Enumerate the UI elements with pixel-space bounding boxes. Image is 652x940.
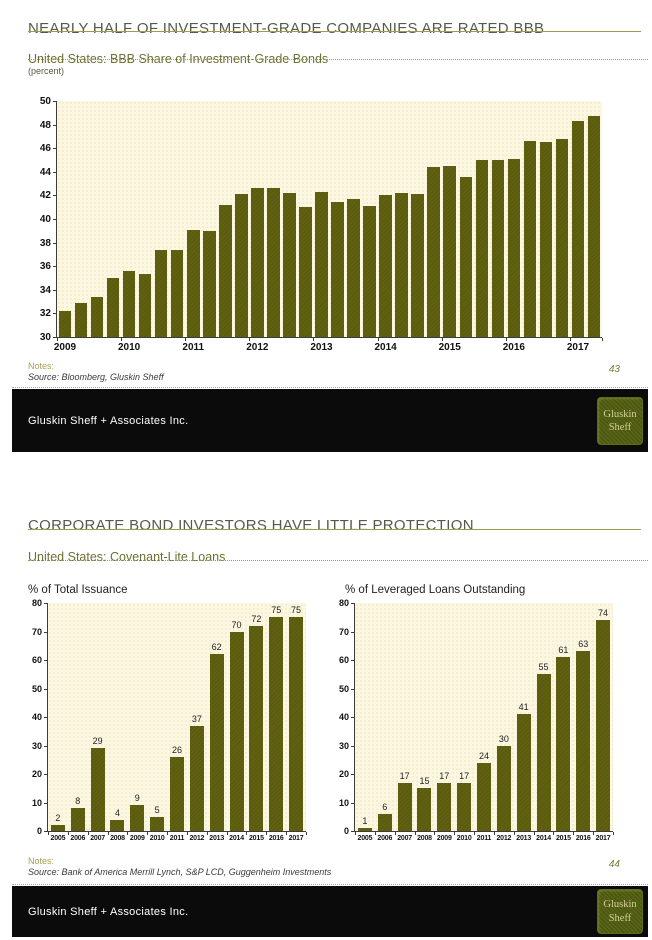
bar <box>378 814 392 831</box>
logo-line1: Gluskin <box>603 899 637 911</box>
bar <box>91 297 104 337</box>
slide1-footer-bar <box>12 389 648 452</box>
y-tick-mark <box>53 101 56 102</box>
y-tick-label: 50 <box>39 96 51 107</box>
y-tick-mark <box>351 746 354 747</box>
bar-value-label: 8 <box>75 796 81 807</box>
x-axis-label: 2013 <box>209 835 225 842</box>
bar-value-label: 17 <box>439 770 450 781</box>
y-tick-label: 60 <box>338 655 349 665</box>
bar <box>155 250 168 337</box>
bar <box>203 231 216 337</box>
slide1-source-text: Source: Bloomberg, Gluskin Sheff <box>28 372 164 382</box>
bar <box>427 167 440 337</box>
y-tick-label: 20 <box>31 769 42 779</box>
x-axis-label: 2011 <box>169 835 185 842</box>
bar <box>572 121 585 337</box>
bar-value-label: 74 <box>598 608 609 619</box>
x-tick-mark <box>494 832 495 835</box>
x-axis-label: 2009 <box>436 835 452 842</box>
x-axis-label: 2013 <box>310 342 333 353</box>
slide1-page-number: 43 <box>608 364 620 375</box>
slide2-subtitle-rule <box>28 560 648 561</box>
bar <box>395 193 408 337</box>
y-tick-label: 10 <box>338 797 349 808</box>
bar <box>517 714 531 831</box>
x-axis-label: 2006 <box>70 835 86 842</box>
bar-value-label: 2 <box>55 813 61 824</box>
bar-value-label: 61 <box>558 645 569 656</box>
x-tick-mark <box>395 832 396 835</box>
slide2-footer-separator <box>12 884 648 885</box>
y-axis-line <box>354 603 355 832</box>
slide2-company-name: Gluskin Sheff + Associates Inc. <box>28 905 189 918</box>
bar <box>269 617 283 831</box>
right-chart-title: % of Leveraged Loans Outstanding <box>345 584 526 596</box>
x-tick-mark <box>613 832 614 835</box>
y-tick-label: 40 <box>31 712 42 722</box>
y-tick-mark <box>53 313 56 314</box>
x-tick-mark <box>246 832 247 835</box>
bar-value-label: 17 <box>459 770 470 781</box>
y-tick-label: 32 <box>39 308 51 320</box>
bar <box>251 188 264 337</box>
x-tick-mark <box>249 338 250 341</box>
bar <box>75 303 88 337</box>
x-axis-label: 2007 <box>397 835 412 842</box>
y-tick-label: 20 <box>338 769 349 779</box>
y-tick-label: 30 <box>39 332 51 343</box>
bar-value-label: 1 <box>362 816 368 827</box>
y-tick-mark <box>44 746 47 747</box>
bar <box>210 654 224 831</box>
x-axis-label: 2010 <box>149 835 165 842</box>
covlite-issuance-bar-chart <box>20 580 320 848</box>
x-tick-mark <box>434 832 435 835</box>
x-tick-mark <box>553 832 554 835</box>
y-axis-line <box>56 101 57 338</box>
x-axis-label: 2007 <box>90 835 105 842</box>
y-tick-mark <box>44 660 47 661</box>
y-tick-mark <box>44 689 47 690</box>
x-tick-mark <box>506 338 507 341</box>
y-tick-label: 42 <box>39 190 51 202</box>
slide2-page-number: 44 <box>608 859 620 870</box>
bar <box>219 205 232 337</box>
bar-value-label: 9 <box>134 793 140 804</box>
bar <box>283 193 296 337</box>
slide1-title-rule <box>28 31 641 32</box>
slide2-source-text: Source: Bank of America Merrill Lynch, S&P LCD, Guggenheim Investments <box>28 867 332 877</box>
x-tick-mark <box>514 832 515 835</box>
x-tick-mark <box>68 832 69 835</box>
gluskin-sheff-logo <box>597 889 643 934</box>
x-axis-label: 2017 <box>595 835 611 842</box>
bar <box>379 195 392 337</box>
y-tick-mark <box>351 689 354 690</box>
x-tick-mark <box>573 832 574 835</box>
y-tick-label: 50 <box>31 683 42 694</box>
bar <box>107 278 120 337</box>
x-axis-label: 2010 <box>456 835 472 842</box>
y-tick-mark <box>44 717 47 718</box>
x-tick-mark <box>474 832 475 835</box>
y-tick-mark <box>44 603 47 604</box>
x-tick-mark <box>185 338 186 341</box>
bar <box>363 206 376 337</box>
y-tick-label: 50 <box>338 683 349 694</box>
x-axis-label: 2013 <box>516 835 532 842</box>
bar <box>411 194 424 337</box>
x-tick-mark <box>187 832 188 835</box>
bar <box>537 674 551 831</box>
y-tick-mark <box>351 803 354 804</box>
x-axis-label: 2012 <box>496 835 512 842</box>
bar <box>556 657 570 831</box>
gluskin-sheff-logo <box>597 397 643 445</box>
bar <box>71 808 85 831</box>
bar <box>556 139 569 337</box>
x-tick-mark <box>534 832 535 835</box>
bar <box>187 230 200 337</box>
y-tick-mark <box>53 266 56 267</box>
y-tick-label: 38 <box>39 237 51 249</box>
bar <box>540 142 553 337</box>
bar-value-label: 75 <box>291 605 302 616</box>
y-tick-mark <box>44 831 47 832</box>
bar <box>476 160 489 337</box>
y-tick-mark <box>53 125 56 126</box>
bar-value-label: 30 <box>498 733 509 744</box>
y-tick-label: 36 <box>39 261 51 273</box>
y-tick-label: 46 <box>39 143 51 155</box>
x-axis-label: 2015 <box>248 835 264 842</box>
bar <box>457 783 471 831</box>
bar-value-label: 70 <box>231 619 242 630</box>
bar <box>588 116 601 337</box>
bar <box>235 194 248 337</box>
bar-value-label: 62 <box>211 642 222 653</box>
x-axis-label: 2012 <box>189 835 205 842</box>
y-tick-mark <box>351 831 354 832</box>
x-tick-mark <box>454 832 455 835</box>
y-tick-label: 10 <box>31 797 42 808</box>
x-axis-label: 2005 <box>357 835 373 842</box>
bar <box>230 632 244 832</box>
y-tick-mark <box>53 148 56 149</box>
y-tick-mark <box>44 803 47 804</box>
x-tick-mark <box>127 832 128 835</box>
x-tick-mark <box>227 832 228 835</box>
y-tick-mark <box>44 774 47 775</box>
logo-line1: Gluskin <box>603 408 637 420</box>
y-tick-mark <box>53 337 56 338</box>
bar <box>477 763 491 831</box>
x-axis-label: 2014 <box>229 835 244 842</box>
bar <box>358 828 372 831</box>
slide2-title-rule <box>28 529 641 530</box>
y-tick-mark <box>351 774 354 775</box>
covlite-outstanding-bar-chart <box>340 580 640 848</box>
x-tick-mark <box>313 338 314 341</box>
x-axis-line <box>56 337 602 338</box>
bar-value-label: 29 <box>92 736 103 747</box>
x-tick-mark <box>306 832 307 835</box>
bar <box>443 166 456 337</box>
bar <box>596 620 610 831</box>
bar <box>347 199 360 337</box>
bar <box>508 159 521 337</box>
x-axis-label: 2017 <box>288 835 304 842</box>
bar <box>398 783 412 831</box>
x-tick-mark <box>375 832 376 835</box>
y-tick-label: 44 <box>39 166 51 178</box>
bar-value-label: 4 <box>114 807 120 818</box>
bar-value-label: 37 <box>191 713 202 724</box>
bar <box>417 788 431 831</box>
bar-value-label: 55 <box>538 662 549 673</box>
x-tick-mark <box>570 338 571 341</box>
bar <box>460 177 473 337</box>
slide1-footer-separator <box>12 387 648 388</box>
bar-value-label: 5 <box>154 804 160 815</box>
x-tick-mark <box>593 832 594 835</box>
x-axis-label: 2006 <box>377 835 393 842</box>
x-tick-mark <box>266 832 267 835</box>
x-tick-mark <box>602 338 603 341</box>
y-axis-line <box>47 603 48 832</box>
y-tick-label: 48 <box>39 119 51 131</box>
y-tick-label: 0 <box>36 826 42 836</box>
bar-value-label: 17 <box>399 770 410 781</box>
left-chart-title: % of Total Issuance <box>28 584 128 596</box>
bar <box>299 207 312 337</box>
x-axis-label: 2011 <box>476 835 492 842</box>
x-tick-mark <box>207 832 208 835</box>
x-axis-label: 2008 <box>110 835 125 842</box>
bar <box>524 141 537 337</box>
bar <box>130 805 144 831</box>
bar <box>190 726 204 831</box>
x-tick-mark <box>147 832 148 835</box>
slide2-title: CORPORATE BOND INVESTORS HAVE LITTLE PROTECTION <box>28 517 474 535</box>
bar <box>150 817 164 831</box>
y-tick-label: 70 <box>338 626 349 637</box>
y-tick-mark <box>351 660 354 661</box>
bar <box>249 626 263 831</box>
y-tick-label: 60 <box>31 655 42 665</box>
y-tick-label: 80 <box>31 598 42 608</box>
x-axis-label: 2014 <box>374 342 397 353</box>
x-axis-label: 2005 <box>50 835 66 842</box>
y-tick-mark <box>351 632 354 633</box>
slide1-notes-label: Notes: <box>28 361 55 371</box>
bar-value-label: 72 <box>251 613 262 624</box>
y-tick-label: 80 <box>338 598 349 608</box>
y-tick-label: 30 <box>338 740 349 751</box>
y-tick-label: 30 <box>31 740 42 751</box>
slide2-notes-label: Notes: <box>28 856 55 866</box>
x-axis-label: 2009 <box>129 835 145 842</box>
bar <box>59 311 72 337</box>
y-tick-mark <box>53 172 56 173</box>
y-tick-mark <box>351 717 354 718</box>
bar-value-label: 15 <box>419 776 430 787</box>
bar <box>331 202 344 337</box>
y-tick-mark <box>53 290 56 291</box>
bar-value-label: 6 <box>382 801 388 812</box>
bar <box>437 783 451 831</box>
y-tick-mark <box>351 603 354 604</box>
bar-value-label: 26 <box>171 744 183 755</box>
x-tick-mark <box>57 338 58 341</box>
bar <box>171 250 184 337</box>
x-tick-mark <box>108 832 109 835</box>
x-tick-mark <box>415 832 416 835</box>
bar <box>497 746 511 832</box>
x-axis-label: 2012 <box>246 342 269 353</box>
bar <box>91 748 105 831</box>
bar <box>139 274 152 337</box>
y-tick-label: 40 <box>39 214 51 225</box>
bar-value-label: 75 <box>271 605 282 616</box>
y-tick-label: 34 <box>39 284 51 296</box>
x-tick-mark <box>167 832 168 835</box>
slide2-subtitle: United States: Covenant-Lite Loans <box>28 550 226 565</box>
x-axis-label: 2015 <box>438 342 461 353</box>
x-axis-label: 2016 <box>502 342 525 353</box>
bar <box>123 271 136 337</box>
y-tick-label: 0 <box>343 826 349 836</box>
y-tick-label: 40 <box>338 712 349 722</box>
x-axis-label: 2011 <box>182 342 205 353</box>
bar <box>289 617 303 831</box>
x-tick-mark <box>442 338 443 341</box>
y-tick-mark <box>53 219 56 220</box>
slide1-unit-label: (percent) <box>28 66 65 76</box>
x-tick-mark <box>378 338 379 341</box>
y-tick-mark <box>53 195 56 196</box>
bar <box>170 757 184 831</box>
x-axis-label: 2009 <box>53 342 77 353</box>
x-axis-label: 2016 <box>268 835 284 842</box>
bar <box>110 820 124 831</box>
bbb-share-bar-chart <box>30 96 612 362</box>
slide1-title: NEARLY HALF OF INVESTMENT-GRADE COMPANIES ARE RATED BBB <box>28 20 545 38</box>
bar-value-label: 24 <box>478 750 490 761</box>
bar <box>267 188 280 337</box>
bar <box>51 825 65 831</box>
x-tick-mark <box>88 832 89 835</box>
bar-value-label: 41 <box>518 702 529 713</box>
y-tick-mark <box>44 632 47 633</box>
y-tick-mark <box>53 243 56 244</box>
slide1-subtitle: United States: BBB Share of Investment-Grade Bonds <box>28 52 329 67</box>
x-tick-mark <box>355 832 356 835</box>
bar-value-label: 63 <box>578 639 589 650</box>
slide2-footer-bar <box>12 886 648 937</box>
slide1-subtitle-rule <box>28 59 648 60</box>
x-axis-label: 2017 <box>566 342 590 353</box>
x-axis-label: 2008 <box>417 835 432 842</box>
logo-line2: Sheff <box>608 422 632 433</box>
slide1-company-name: Gluskin Sheff + Associates Inc. <box>28 414 189 427</box>
bar <box>492 160 505 337</box>
x-tick-mark <box>48 832 49 835</box>
x-axis-label: 2016 <box>575 835 591 842</box>
bar <box>315 192 328 337</box>
x-axis-label: 2010 <box>118 342 141 353</box>
logo-line2: Sheff <box>608 912 632 924</box>
bar <box>576 651 590 831</box>
y-tick-label: 70 <box>31 626 42 637</box>
x-axis-label: 2015 <box>555 835 571 842</box>
x-tick-mark <box>121 338 122 341</box>
x-tick-mark <box>286 832 287 835</box>
x-axis-label: 2014 <box>536 835 551 842</box>
